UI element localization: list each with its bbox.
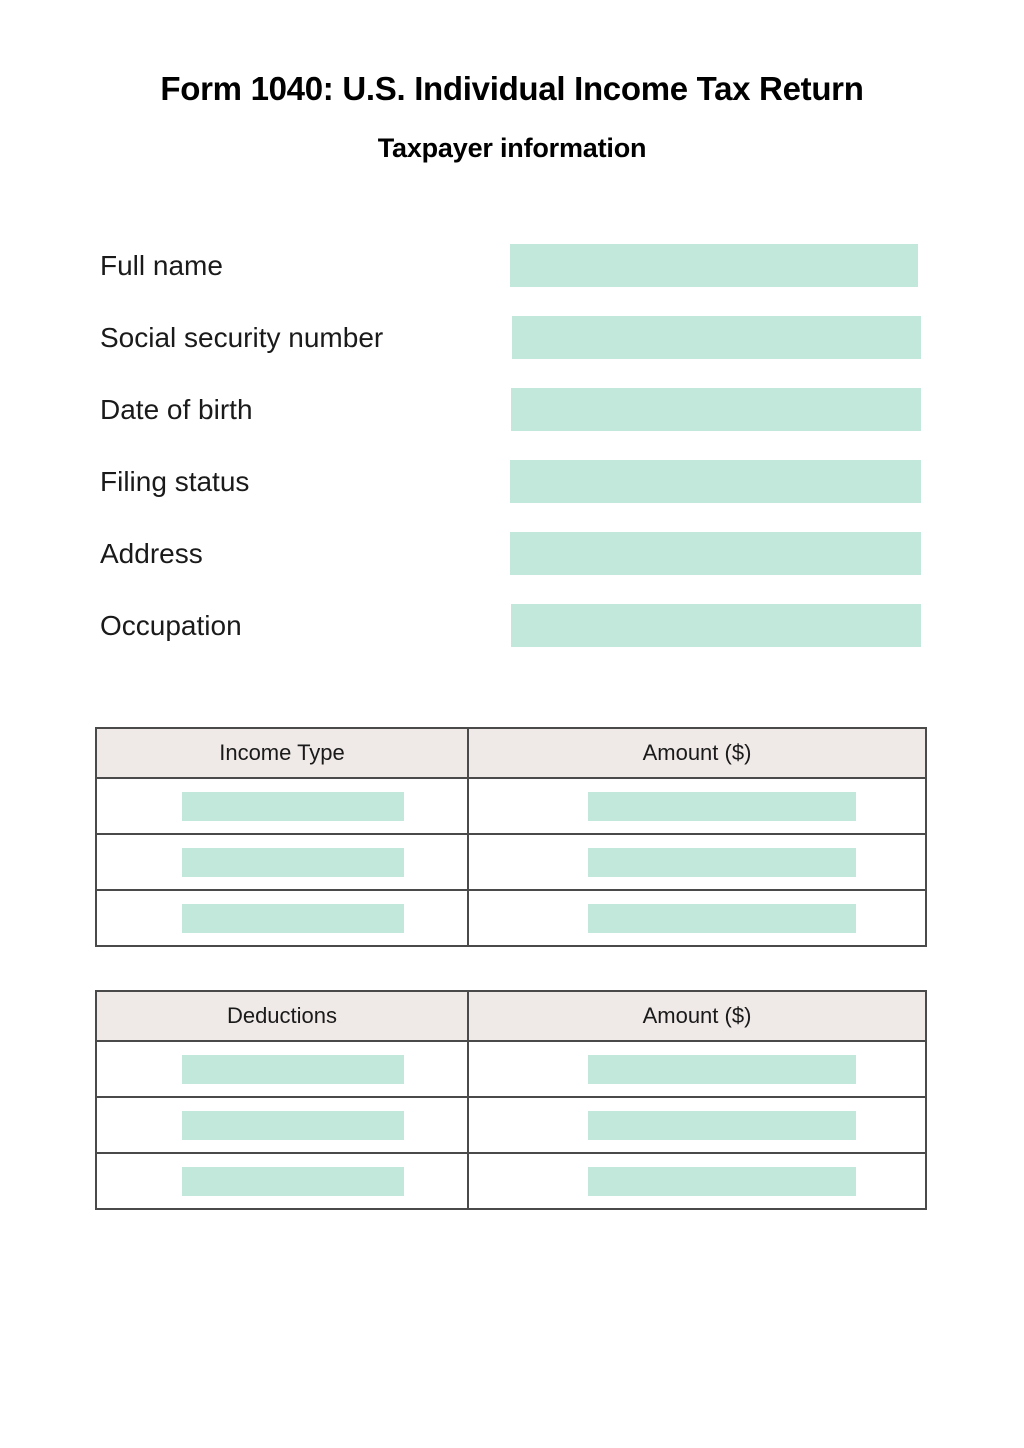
income-amount-cell-3 <box>468 890 926 946</box>
deduction-amount-cell-3 <box>468 1153 926 1209</box>
label-address: Address <box>100 538 203 569</box>
label-full-name: Full name <box>100 250 223 281</box>
income-type-cell-1 <box>96 778 468 834</box>
label-date-of-birth: Date of birth <box>100 394 253 425</box>
deduction-cell-2 <box>96 1097 468 1153</box>
input-income-amount-1[interactable] <box>588 792 856 821</box>
deduction-amount-cell-1 <box>468 1041 926 1097</box>
section-subtitle: Taxpayer information <box>377 133 647 163</box>
input-deduction-amount-1[interactable] <box>588 1055 856 1084</box>
deductions-table-header-amount: Amount ($) <box>468 991 926 1041</box>
field-row-occupation <box>0 604 1024 647</box>
field-row-social-security-number <box>0 316 1024 359</box>
label-social-security-number: Social security number <box>100 322 384 353</box>
input-filing-status[interactable] <box>510 460 921 503</box>
label-occupation: Occupation <box>100 610 242 641</box>
input-address[interactable] <box>510 532 921 575</box>
income-table <box>95 727 927 947</box>
input-income-amount-2[interactable] <box>588 848 856 877</box>
input-deduction-amount-3[interactable] <box>588 1167 856 1196</box>
income-amount-cell-1 <box>468 778 926 834</box>
income-table-header-amount: Amount ($) <box>468 728 926 778</box>
input-income-amount-3[interactable] <box>588 904 856 933</box>
input-deduction-2[interactable] <box>182 1111 404 1140</box>
table-row <box>96 1097 926 1153</box>
deductions-table-header-row <box>96 991 926 1041</box>
page-title: Form 1040: U.S. Individual Income Tax Return <box>160 70 864 107</box>
income-table-header-income-type: Income Type <box>96 728 468 778</box>
income-type-cell-3 <box>96 890 468 946</box>
input-income-type-3[interactable] <box>182 904 404 933</box>
input-date-of-birth[interactable] <box>511 388 921 431</box>
field-row-date-of-birth <box>0 388 1024 431</box>
input-occupation[interactable] <box>511 604 921 647</box>
deductions-table-body <box>96 1041 926 1209</box>
input-income-type-2[interactable] <box>182 848 404 877</box>
input-deduction-1[interactable] <box>182 1055 404 1084</box>
deduction-cell-1 <box>96 1041 468 1097</box>
deduction-amount-cell-2 <box>468 1097 926 1153</box>
table-row <box>96 834 926 890</box>
table-row <box>96 778 926 834</box>
field-row-address <box>0 532 1024 575</box>
income-type-cell-2 <box>96 834 468 890</box>
deductions-table-head <box>96 991 926 1041</box>
income-table-head <box>96 728 926 778</box>
input-social-security-number[interactable] <box>512 316 921 359</box>
input-deduction-3[interactable] <box>182 1167 404 1196</box>
label-filing-status: Filing status <box>100 466 250 497</box>
deduction-cell-3 <box>96 1153 468 1209</box>
deductions-table <box>95 990 927 1210</box>
input-full-name[interactable] <box>510 244 918 287</box>
table-row <box>96 1153 926 1209</box>
taxpayer-information-fields <box>0 244 1024 676</box>
field-row-full-name <box>0 244 1024 287</box>
input-deduction-amount-2[interactable] <box>588 1111 856 1140</box>
deductions-table-header-deductions: Deductions <box>96 991 468 1041</box>
table-row <box>96 890 926 946</box>
field-row-filing-status <box>0 460 1024 503</box>
income-table-body <box>96 778 926 946</box>
input-income-type-1[interactable] <box>182 792 404 821</box>
income-amount-cell-2 <box>468 834 926 890</box>
income-table-header-row <box>96 728 926 778</box>
table-row <box>96 1041 926 1097</box>
